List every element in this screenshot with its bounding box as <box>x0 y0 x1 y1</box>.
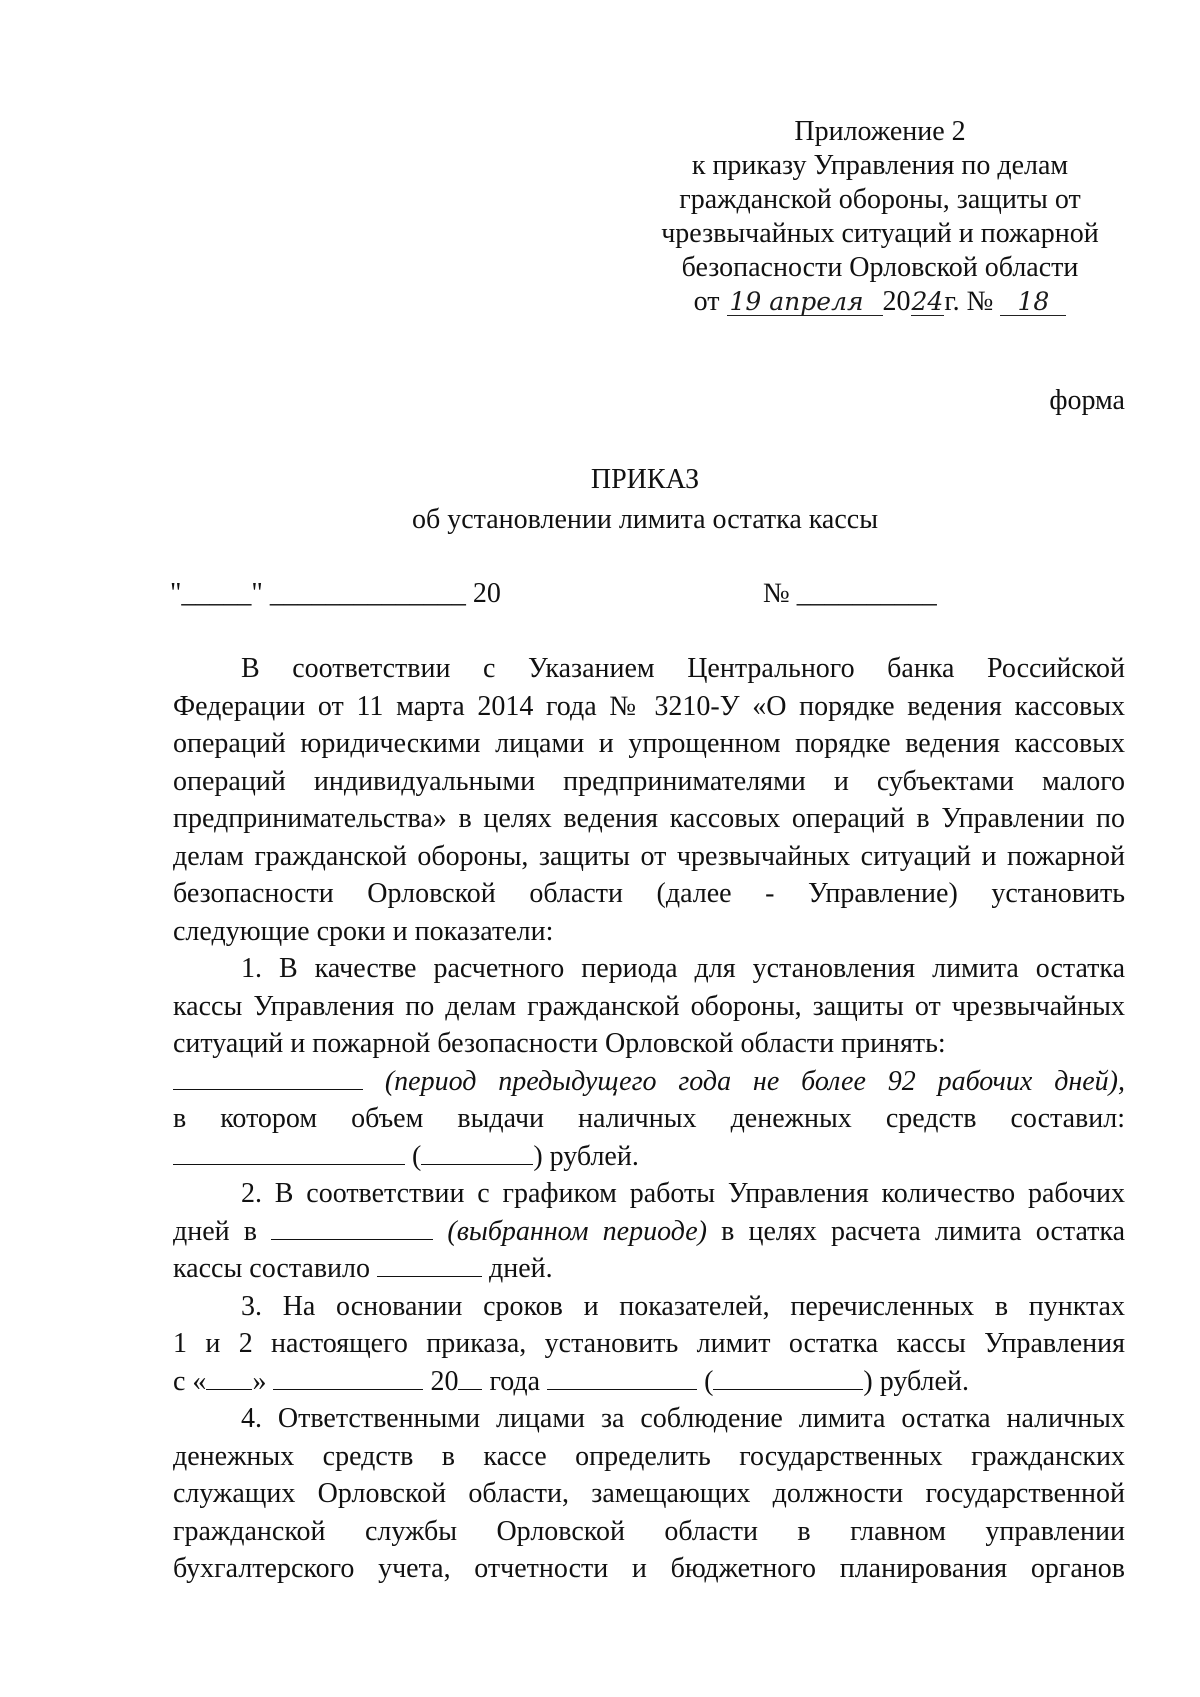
body-line <box>173 1363 1125 1401</box>
body-line: 1 и 2 настоящего приказа, установить лимит остатка кассы Управления <box>173 1328 1125 1359</box>
body-line: 1. В качестве расчетного периода для установления лимита остатка <box>241 953 1125 984</box>
body-line: бухгалтерского учета, отчетности и бюджетного планирования органов <box>173 1553 1125 1584</box>
period-hint: (период предыдущего года не более 92 рабочих дней), <box>384 1065 1125 1097</box>
blank-field <box>458 1388 482 1390</box>
appendix-line: Приложение 2 <box>794 116 966 147</box>
text-fragment: 20 <box>430 1365 459 1397</box>
blank-field <box>713 1388 863 1390</box>
body-line <box>173 1250 1125 1288</box>
appendix-line: к приказу Управления по делам <box>691 150 1069 181</box>
body-line <box>173 1138 1125 1176</box>
form-label: форма <box>1049 385 1125 416</box>
blank-field <box>173 1088 363 1090</box>
blank-field <box>206 1388 252 1390</box>
date-prefix: от <box>693 286 720 317</box>
blank-field <box>547 1388 697 1390</box>
body-line: В соответствии с Указанием Центрального банка Российской <box>241 653 1125 684</box>
handwritten-year: 24 <box>911 287 944 316</box>
body-line: делам гражданской обороны, защиты от чрезвычайных ситуаций и пожарной <box>173 840 1125 872</box>
text-fragment: с « <box>173 1365 207 1397</box>
body-line: гражданской службы Орловской области в главном управлении <box>173 1515 1125 1547</box>
blank-field <box>271 1238 433 1240</box>
year-prefix: 20 <box>882 286 911 317</box>
document-body <box>173 650 1125 1588</box>
body-line: предпринимательства» в целях ведения кассовых операций в Управлении по <box>173 803 1125 834</box>
text-fragment: ( <box>704 1365 714 1397</box>
body-line: безопасности Орловской области (далее - Управление) установить <box>173 878 1125 909</box>
body-line: 3. На основании сроков и показателей, перечисленных в пунктах <box>241 1290 1125 1322</box>
appendix-line: безопасности Орловской области <box>681 252 1079 283</box>
body-line: операций индивидуальными предпринимателями и субъектами малого <box>173 765 1125 797</box>
body-line: служащих Орловской области, замещающих должности государственной <box>173 1478 1125 1509</box>
appendix-line: чрезвычайных ситуаций и пожарной <box>661 218 1099 249</box>
document-title: ПРИКАЗ <box>590 464 700 495</box>
rubles-label: ) рублей. <box>533 1140 639 1172</box>
text-fragment: кассы составило <box>173 1253 371 1284</box>
body-line: кассы Управления по делам гражданской обороны, защиты от чрезвычайных <box>173 990 1125 1022</box>
number-label: г. № <box>944 286 994 317</box>
order-date-line <box>170 578 1125 614</box>
blank-field <box>421 1163 533 1165</box>
body-line: в котором объем выдачи наличных денежных средств составил: <box>173 1103 1125 1134</box>
body-line: следующие сроки и показатели: <box>173 915 554 947</box>
handwritten-date: 19 апреля <box>727 289 883 316</box>
order-date-field: "_____" ______________ 20 <box>170 578 501 609</box>
order-number-field: № __________ <box>763 578 937 609</box>
text-fragment: года <box>489 1365 541 1397</box>
body-line: ситуаций и пожарной безопасности Орловской области принять: <box>173 1028 946 1059</box>
appendix-date-line <box>630 285 1130 319</box>
blank-field <box>273 1388 423 1390</box>
text-fragment: » <box>252 1365 267 1397</box>
appendix-line: гражданской обороны, защиты от <box>679 184 1081 215</box>
blank-field <box>173 1163 405 1165</box>
body-line: 4. Ответственными лицами за соблюдение лимита остатка наличных <box>241 1403 1125 1434</box>
period-hint: (выбранном периоде) <box>447 1215 707 1247</box>
appendix-header <box>630 115 1130 319</box>
text-fragment: дней в <box>173 1215 258 1247</box>
body-line: операций юридическими лицами и упрощенном порядке ведения кассовых <box>173 728 1125 759</box>
body-line <box>173 1213 1125 1251</box>
blank-field <box>377 1275 482 1277</box>
body-line <box>173 1063 1125 1101</box>
text-fragment: в целях расчета лимита остатка <box>721 1215 1126 1247</box>
paren-open: ( <box>412 1140 422 1172</box>
handwritten-number: 18 <box>1000 289 1066 316</box>
text-fragment: ) рублей. <box>863 1365 969 1397</box>
text-fragment: дней. <box>489 1253 553 1284</box>
document-subtitle: об установлении лимита остатка кассы <box>411 504 879 535</box>
body-line: 2. В соответствии с графиком работы Управления количество рабочих <box>241 1178 1125 1209</box>
body-line: Федерации от 11 марта 2014 года № 3210-У «О порядке ведения кассовых <box>173 690 1125 722</box>
body-line: денежных средств в кассе определить государственных гражданских <box>173 1440 1125 1472</box>
